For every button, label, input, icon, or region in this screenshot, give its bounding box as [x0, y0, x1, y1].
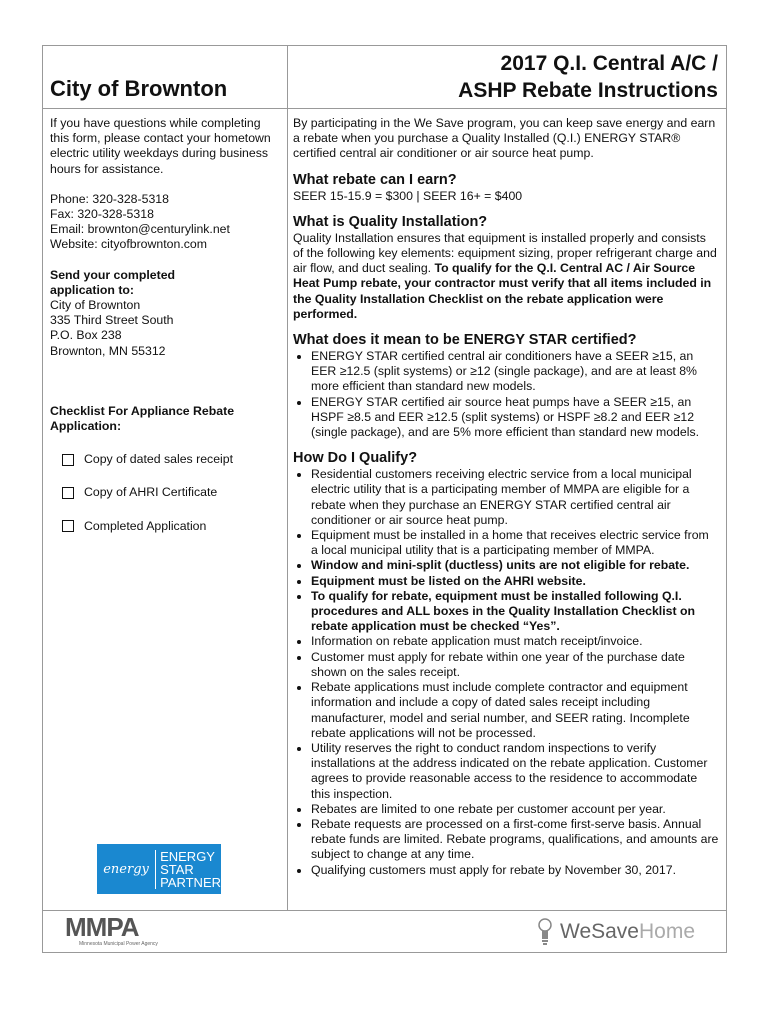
list-item: • Equipment must be installed in a home that receives electric service from a local municipal utility that is a participating member of MMPA.: [311, 528, 719, 558]
list-item: • Rebates are limited to one rebate per customer account per year.: [311, 802, 719, 817]
energy-star-list: [293, 349, 719, 440]
send-heading: Send your completed: [50, 267, 176, 282]
address-line: City of Brownton: [50, 298, 141, 313]
header-divider: [42, 108, 727, 109]
checklist-item: Copy of AHRI Certificate: [50, 485, 282, 500]
earn-text: SEER 15-15.9 = $300 | SEER 16+ = $400: [293, 188, 523, 203]
list-item: • Window and mini-split (ductless) units are not eligible for rebate.: [311, 558, 719, 573]
checklist-item: Completed Application: [50, 519, 282, 534]
footer-divider: [42, 910, 727, 911]
qualify-heading: How Do I Qualify?: [293, 450, 418, 467]
list-item: • Rebate requests are processed on a first-come first-serve basis. Annual rebate funds are limited. Rebate programs, qualifications, and amounts are subject to change at any time.: [311, 817, 719, 863]
list-item: • Customer must apply for rebate within one year of the purchase date shown on the sales receipt.: [311, 650, 719, 680]
wesavehome-logo: WeSaveHome: [538, 918, 695, 946]
earn-heading: What rebate can I earn?: [293, 171, 457, 188]
address-line: Brownton, MN 55312: [50, 343, 166, 358]
qi-text: Quality Installation ensures that equipment is installed properly and consists of the following key elements: equipment sizing, proper refrigerant charge and air flow, and duct sealing. To qualify for the Q.I. Central AC / Air Source Heat Pump rebate, your contractor must verify that all items included in the Quality Installation Checklist on the rebate application were performed.: [293, 230, 717, 321]
list-item: • To qualify for rebate, equipment must be installed following Q.I. procedures and ALL boxes in the Quality Installation Checklist on rebate application must be checked “Yes”.: [311, 589, 719, 635]
fax: Fax: 320-328-5318: [50, 207, 154, 222]
list-item: • Qualifying customers must apply for rebate by November 30, 2017.: [311, 863, 719, 878]
checklist-item: Copy of dated sales receipt: [50, 452, 282, 467]
qualify-list: [293, 467, 719, 877]
checkbox-icon: [62, 454, 74, 466]
instructions-column: [293, 116, 719, 878]
column-divider: [287, 45, 288, 911]
website: Website: cityofbrownton.com: [50, 237, 207, 252]
list-item: • ENERGY STAR certified central air conditioners have a SEER ≥15, an EER ≥12.5 (split systems) or ≥12 (single package), and are at least 8% more efficient than standard new models.: [311, 349, 719, 395]
address-line: 335 Third Street South: [50, 313, 174, 328]
mmpa-logo: MMPA Minnesota Municipal Power Agency: [65, 912, 158, 947]
list-item: • ENERGY STAR certified air source heat pumps have a SEER ≥15, an HSPF ≥8.5 and EER ≥12.5 (split systems) or HSPF ≥8.2 and EER ≥12 (single package), and are 5% more efficient than standard new models.: [311, 395, 719, 441]
checkbox-icon: [62, 487, 74, 499]
lightbulb-icon: [538, 918, 552, 946]
program-intro: By participating in the We Save program, you can keep save energy and earn a rebate when you purchase a Quality Installed (Q.I.) ENERGY STAR® certified central air conditioner or air source heat pump.: [293, 116, 716, 161]
list-item: • Rebate applications must include complete contractor and equipment information and include a copy of dated sales receipt including manufacturer, model and serial number, and SEER rating. Incomplete rebate applications will not be processed.: [311, 680, 719, 741]
address-line: P.O. Box 238: [50, 328, 122, 343]
energy-star-icon: energy: [103, 861, 149, 877]
list-item: • Residential customers receiving electric service from a local municipal electric utility that is a participating member of MMPA are eligible for a rebate when they purchase an ENERGY STAR certified central air conditioner or air source heat pump.: [311, 467, 719, 528]
qi-heading: What is Quality Installation?: [293, 213, 488, 230]
list-item: • Utility reserves the right to conduct random inspections to verify installations at the address indicated on the rebate application. Customer agrees to provide reasonable access to the residence to accommodate this inspection.: [311, 741, 719, 802]
energy-star-partner-logo: energy ENERGY STAR PARTNER: [97, 844, 221, 894]
contact-column: If you have questions while completing this form, please contact your hometown electric utility weekdays during business hours for assistance. Phone: 320-328-5318 Fax: 320-328-5318 Email: brownton@centurylink.net Website: cityofbrownton.com Send your completed application to: City of Brownton 335 Third Street South P.O. Box 238 Brownton, MN 55312 Checklist For Appliance Rebate Application: Copy of dated sales receipt Copy of AHRI Certificate Completed Application: [50, 116, 282, 534]
list-item: • Information on rebate application must match receipt/invoice.: [311, 634, 719, 649]
document-title: 2017 Q.I. Central A/C / ASHP Rebate Instructions: [458, 52, 718, 102]
energy-star-heading: What does it mean to be ENERGY STAR certified?: [293, 332, 637, 349]
contact-intro: If you have questions while completing this form, please contact your hometown electric utility weekdays during business hours for assistance.: [50, 116, 271, 176]
list-item: • Equipment must be listed on the AHRI website.: [311, 574, 719, 589]
email: Email: brownton@centurylink.net: [50, 222, 230, 237]
checkbox-icon: [62, 520, 74, 532]
city-title: City of Brownton: [50, 76, 228, 101]
checklist-heading: Checklist For Appliance Rebate Application:: [50, 403, 235, 434]
phone: Phone: 320-328-5318: [50, 191, 169, 206]
